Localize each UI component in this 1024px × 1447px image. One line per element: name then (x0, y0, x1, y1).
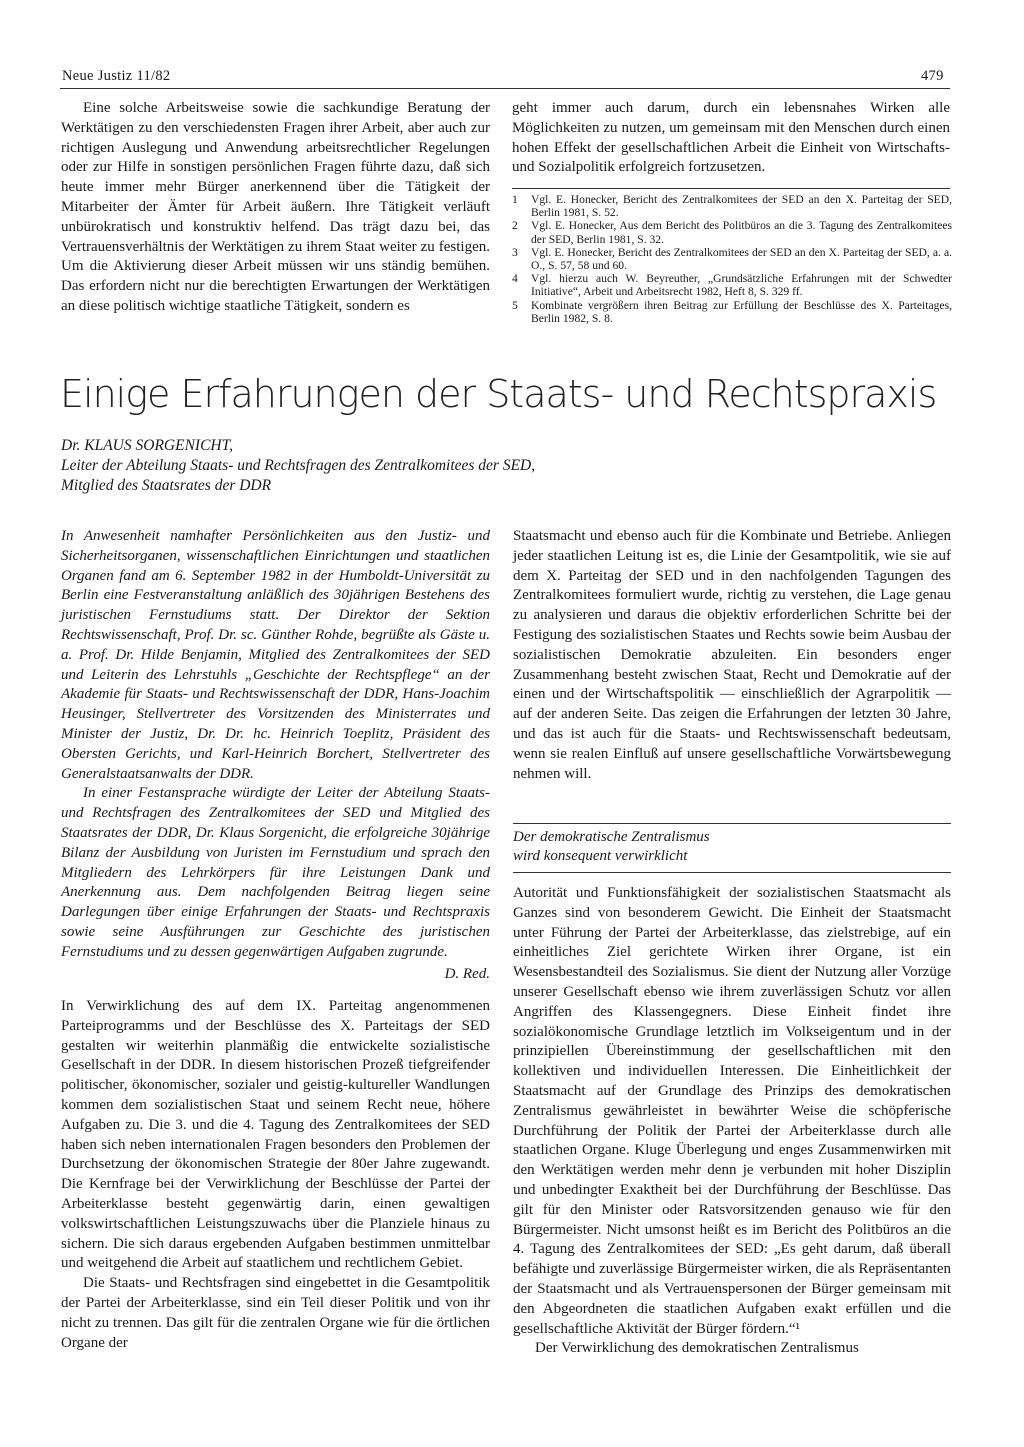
body-paragraph-2: Die Staats- und Rechtsfragen sind eingebettet in die Gesamtpolitik der Partei der Arbeiterklasse, sind ein Teil dieser Politik und von ihr nicht zu trennen. Das gilt für die zentralen Organe wie für die örtlichen Organe der (61, 1275, 490, 1351)
footnote-1: 1 Vgl. E. Honecker, Bericht des Zentralkomitees der SED an den X. Parteitag der SED, Berlin 1981, S. 52. (512, 193, 952, 220)
article-title: Einige Erfahrungen der Staats- und Rechtspraxis (60, 372, 937, 416)
right-paragraph-3: Der Verwirklichung des demokratischen Zentralismus (535, 1340, 859, 1357)
editor-signature: D. Red. (444, 965, 490, 982)
top-right-paragraph: geht immer auch darum, durch ein lebensnahes Wirken alle Möglichkeiten zu nutzen, um gemeinsam mit den Menschen durch einen hohen Effekt der gesellschaftlichen Arbeit die Einheit von Wirtschafts- und Sozialpolitik erfolgreich fortzusetzen. (512, 100, 950, 176)
right-paragraph-2: Autorität und Funktionsfähigkeit der sozialistischen Staatsmacht als Ganzes sind von besonderem Gewicht. Die Einheit der Staatsmacht unter Führung der Partei der Arbeiterklasse, das zielstrebige, auf ein einheitliches Ziel gerichtete Wirken ihrer Organe, ist ein Wesensbestandteil des Sozialismus. Sie dient der Nutzung aller Vorzüge unserer Gesellschaft ebenso wie ihrem zuverlässigen Schutz vor allen Angriffen des Klassengegners. Diese Einheit findet ihre sozialökonomische Grundlage letztlich im Volkseigentum und in der prinzipiellen Übereinstimmung der gesellschaftlichen mit den kollektiven und individuellen Interessen. Die Einheitlichkeit der Staatsmacht auf der Grundlage des Prinzips des demokratischen Zentralismus gewährleistet in bewährter Weise die schöpferische Durchführung der Politik der Partei der Arbeiterklasse durch alle staatlichen Organe. Kluge Überlegung und enges Zusammenwirken mit den Werktätigen werden mehr denn je verbunden mit hoher Disziplin und unbedingter Exaktheit bei der Durchführung der Beschlüsse. Das gilt für den Minister oder Ratsvorsitzenden genauso wie für den Bürgermeister. Nicht umsonst heißt es im Bericht des Politbüros an die 4. Tagung des Zentralkomitees der SED: „Es geht darum, daß überall befähigte und zuverlässige Bürgermeister wirken, die als Repräsentanten der Staatsmacht und als Vertrauenspersonen der Bürger gemeinsam mit den Abgeordneten die staatlichen Aufgaben exakt erfüllen und die gesellschaftliche Aktivität der Bürger fördern.“¹ (513, 885, 951, 1337)
author-role-2: Mitglied des Staatsrates der DDR (61, 477, 272, 494)
top-left-paragraph: Eine solche Arbeitsweise sowie die sachkundige Beratung der Werktätigen zu den verschiedensten Fragen ihrer Arbeit, aber auch zur richtigen Auslegung und Anwendung arbeitsrechtlicher Regelungen oder zur Hilfe in sonstigen persönlichen Fragen führte dazu, daß sich heute immer mehr Bürger anerkennend über die Tätigkeit der Mitarbeiter der Ämter für Arbeit äußern. Ihre Tätigkeit verläuft unbürokratisch und konstruktiv helfend. Das trägt dazu bei, das Vertrauensverhältnis der Werktätigen zu ihrem Staat weiter zu festigen. Um die Aktivierung dieser Arbeit müssen wir uns ständig bemühen. Das erfordern nicht nur die berechtigten Erwartungen der Werktätigen an diese politisch wichtige staatliche Tätigkeit, sondern es (61, 100, 490, 314)
journal-header: Neue Justiz 11/82 (62, 68, 171, 84)
footnote-3: 3 Vgl. E. Honecker, Bericht des Zentralkomitees der SED an den X. Parteitag der SED, a. a. O., S. 57, 58 und 60. (512, 245, 952, 273)
subheading-line-2: wird konsequent verwirklicht (513, 848, 688, 864)
author-name: Dr. KLAUS SORGENICHT, (61, 437, 233, 454)
page-number: 479 (921, 68, 944, 84)
intro-paragraph-1: In Anwesenheit namhafter Persönlichkeiten aus den Justiz- und Sicherheitsorganen, wissenschaftlichen Einrichtungen und staatlichen Organen fand am 6. September 1982 in der Humboldt-Universität zu Berlin eine Festveranstaltung anläßlich des 30jährigen Bestehens des juristischen Fernstudiums statt. Der Direktor der Sektion Rechtswissenschaft, Prof. Dr. sc. Günther Rohde, begrüßte als Gäste u. a. Prof. Dr. Hilde Benjamin, Mitglied des Zentralkomitees der SED und Leiterin des Lehrstuhls „Geschichte der Rechtspflege“ an der Akademie für Staats- und Rechtswissenschaft der DDR, Hans-Joachim Heusinger, Stellvertreter des Vorsitzenden des Ministerrates und Minister der Justiz, Dr. Dr. hc. Heinrich Toeplitz, Präsident des Obersten Gerichts, und Karl-Heinrich Borchert, Stellvertreter des Generalstaatsanwalts der DDR. (61, 528, 490, 782)
right-column-top (513, 527, 951, 784)
section-subheading (513, 823, 951, 873)
intro-paragraph-2: In einer Festansprache würdigte der Leiter der Abteilung Staats- und Rechtsfragen des Zentralkomitees der SED und Mitglied des Staatsrates der DDR, Dr. Klaus Sorgenicht, die erfolgreiche 30jährige Bilanz der Ausbildung von Juristen im Fernstudium und sprach den Mitgliedern des Lehrkörpers für ihre Leistungen Dank und Anerkennung aus. Dem nachfolgenden Beitrag liegen seine Darlegungen über einige Erfahrungen der Staats- und Rechtspraxis sowie seine Ausführungen zur Geschichte des juristischen Fernstudiums und zu dessen gegenwärtigen Aufgaben zugrunde. (61, 785, 490, 960)
header-rule (60, 88, 950, 89)
body-paragraph-1: In Verwirklichung des auf dem IX. Parteitag angenommenen Parteiprogramms und der Beschlüsse des X. Parteitags der SED gestalten wir weiterhin planmäßig die entwickelte sozialistische Gesellschaft in der DDR. In diesem historischen Prozeß tiefgreifender politischer, ökonomischer, sozialer und geistig-kultureller Wandlungen kommen dem sozialistischen Staat und seinem Recht neue, höhere Aufgaben zu. Die 3. und die 4. Tagung des Zentralkomitees der SED haben sich neben internationalen Fragen besonders den Problemen der Durchsetzung der ökonomischen Strategie der 80er Jahre zugewandt. Die Kernfrage bei der Verwirklichung der Beschlüsse der Partei der Arbeiterklasse besteht gegenwärtig darin, einen gewaltigen volkswirtschaftlichen Leistungszuwachs über die Planziele hinaus zu sichern. Die sich daraus ergebenden Aufgaben bestimmen unmittelbar und weitgehend die Arbeit auf staatlichem und rechtlichem Gebiet. (61, 998, 490, 1272)
right-column-bottom (513, 884, 951, 1359)
footnote-rule (512, 188, 950, 189)
subheading-line-1: Der demokratische Zentralismus (513, 829, 710, 845)
right-paragraph-1: Staatsmacht und ebenso auch für die Kombinate und Betriebe. Anliegen jeder staatlichen Leitung ist es, die Linie der Gesamtpolitik, wie sie auf dem X. Parteitag der SED und in den nachfolgenden Tagungen des Zentralkomitees formuliert wurde, richtig zu verstehen, die Lage genau zu analysieren und daraus die objektiv erforderlichen Schritte bei der Festigung des sozialistischen Staates und Rechts sowie beim Ausbau der sozialistischen Demokratie abzuleiten. Ein besonders enger Zusammenhang besteht zwischen Staat, Recht und Demokratie auf der einen und der Wirtschaftspolitik — einschließlich der Agrarpolitik — auf der anderen Seite. Das zeigen die Erfahrungen der letzten 30 Jahre, und das ist auch für die Staats- und Rechtswissenschaft bedeutsam, wenn sie realen Einfluß auf unsere gesellschaftliche Vorwärtsbewegung nehmen will. (513, 528, 951, 782)
footnote-4: 4 Vgl. hierzu auch W. Beyreuther, „Grundsätzliche Erfahrungen mit der Schwedter Initiative“, Arbeit und Arbeitsrecht 1982, Heft 8, S. 329 ff. (512, 272, 952, 299)
author-role-1: Leiter der Abteilung Staats- und Rechtsfragen des Zentralkomitees der SED, (61, 457, 536, 474)
footnotes (512, 193, 952, 325)
top-right-column (512, 99, 950, 178)
footnote-5: 5 Kombinate vergrößern ihren Beitrag zur Erfüllung der Beschlüsse des X. Parteitages, Berlin 1982, S. 8. (512, 298, 952, 325)
left-body-column (61, 997, 490, 1353)
author-block (61, 436, 535, 496)
top-left-column (61, 99, 490, 317)
footnote-2: 2 Vgl. E. Honecker, Aus dem Bericht des Politbüros an die 3. Tagung des Zentralkomitees der SED, Berlin 1981, S. 32. (512, 219, 952, 246)
intro-column (61, 527, 490, 984)
